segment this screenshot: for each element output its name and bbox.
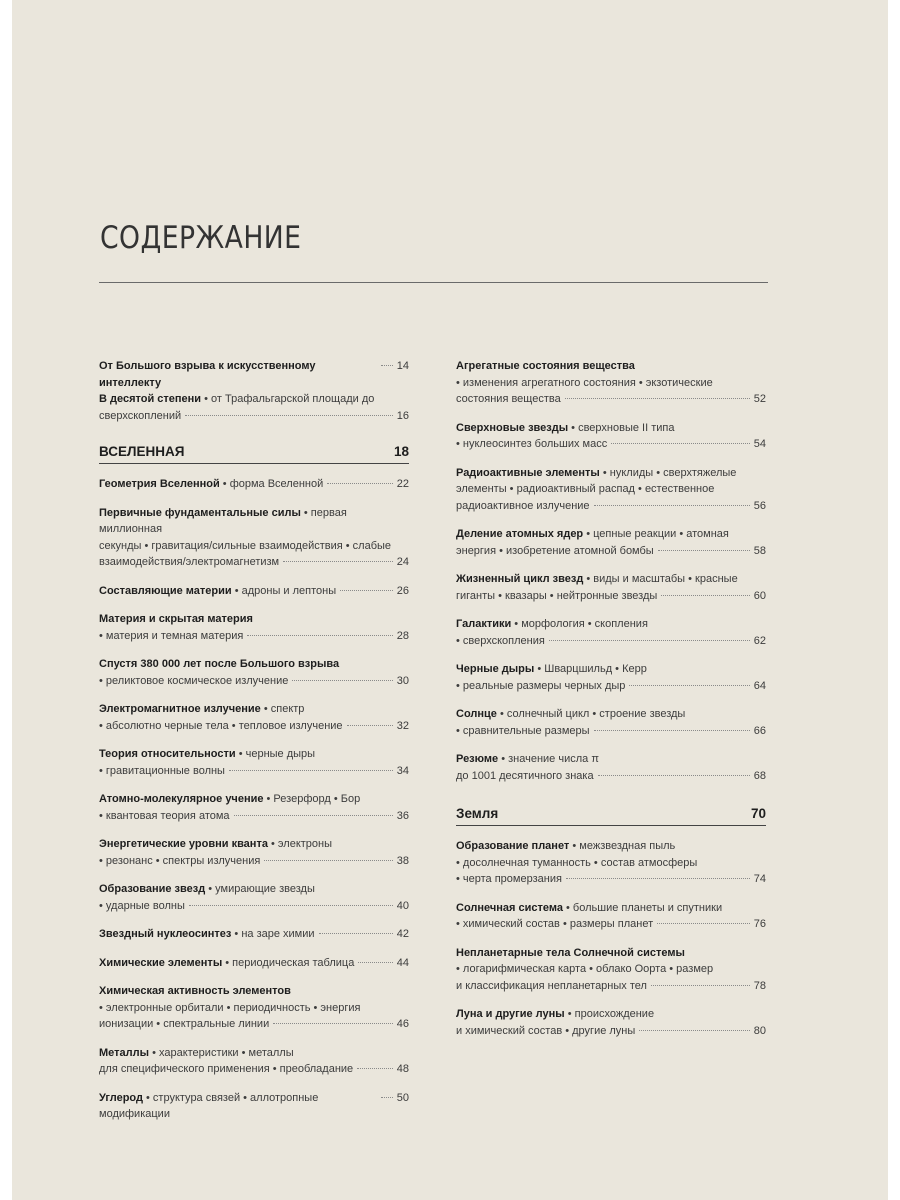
entry-text — [99, 476, 323, 493]
dot-leader — [566, 877, 750, 879]
entry-title: Солнечная система — [456, 901, 563, 914]
entry-line — [456, 855, 766, 872]
entry-line — [456, 1006, 766, 1023]
entry-detail: • солнечный цикл • строение звезды — [496, 708, 686, 720]
entry-last-line — [456, 916, 766, 933]
entry-last-line — [456, 436, 766, 453]
entry-detail: • нуклиды • сверхтяжелые — [599, 466, 737, 479]
page-number: 50 — [396, 1091, 409, 1104]
entry-line — [456, 526, 766, 543]
entry-text — [99, 358, 377, 391]
toc-entry[interactable] — [456, 526, 766, 559]
page-number: 64 — [753, 679, 766, 692]
toc-entry[interactable] — [456, 838, 766, 888]
entry-line — [456, 838, 766, 855]
entry-text — [456, 436, 607, 453]
page-number: 54 — [753, 438, 766, 450]
entry-detail: и классификация непланетарных тел — [456, 979, 647, 992]
entry-last-line — [456, 391, 766, 408]
entry-last-line — [456, 1023, 766, 1040]
section-title: Земля — [456, 806, 499, 821]
entry-line — [456, 571, 766, 588]
page-number: 60 — [753, 589, 766, 602]
dot-leader — [381, 1096, 393, 1098]
section-header-earth[interactable] — [456, 806, 766, 826]
earth-entry-list — [456, 838, 766, 1039]
toc-entry[interactable] — [99, 1045, 409, 1078]
entry-detail: • спектр — [260, 703, 305, 715]
entry-line — [99, 611, 409, 628]
page-number: 22 — [396, 478, 409, 490]
toc-entry[interactable] — [99, 505, 409, 571]
entry-title: Образование звезд — [99, 883, 206, 895]
entry-last-line — [456, 498, 766, 515]
page-number: 44 — [396, 956, 409, 969]
toc-entry[interactable] — [99, 583, 409, 600]
entry-detail: элементы • радиоактивный распад • естественное — [456, 483, 715, 495]
entry-last-line — [99, 673, 409, 690]
entry-last-line — [99, 718, 409, 735]
entry-detail: • от Трафальгарской площади до — [201, 393, 375, 405]
entry-text — [99, 955, 354, 972]
toc-entry[interactable] — [456, 945, 766, 995]
entry-text — [99, 898, 185, 915]
dot-leader — [598, 774, 750, 776]
entry-title: Резюме — [456, 753, 499, 765]
entry-detail: • досолнечная туманность • состав атмосферы — [456, 856, 698, 869]
page-number: 28 — [396, 629, 409, 642]
right-entry-list — [456, 358, 766, 784]
entry-title: Геометрия Вселенной — [99, 478, 220, 490]
entry-text — [456, 916, 653, 933]
entry-last-line — [456, 588, 766, 605]
page-number: 74 — [753, 873, 766, 885]
entry-line — [99, 505, 409, 538]
entry-text — [456, 1023, 635, 1040]
entry-title: Агрегатные состояния вещества — [456, 360, 635, 372]
entry-last-line — [99, 1061, 409, 1078]
dot-leader — [185, 414, 393, 416]
page-number: 80 — [753, 1024, 766, 1037]
entry-line — [99, 701, 409, 718]
entry-detail: • квантовая теория атома — [99, 809, 230, 822]
page-number: 66 — [753, 724, 766, 737]
entry-detail: и химический состав • другие луны — [456, 1024, 636, 1037]
page-number: 56 — [753, 499, 766, 512]
dot-leader — [639, 1029, 749, 1031]
page-number: 62 — [753, 634, 766, 647]
entry-detail: • ударные волны — [99, 899, 185, 912]
entry-detail: радиоактивное излучение — [456, 499, 590, 512]
entry-title: Радиоактивные элементы — [456, 466, 600, 479]
entry-line — [99, 791, 409, 808]
entry-line — [456, 706, 766, 723]
entry-line — [99, 656, 409, 673]
entry-text — [99, 808, 230, 825]
entry-title: Галактики — [456, 618, 512, 630]
entry-last-line — [456, 633, 766, 650]
entry-title: Химическая активность элементов — [99, 985, 291, 997]
entry-detail: • электроны — [267, 838, 333, 850]
entry-last-line — [99, 1016, 409, 1033]
entry-detail: • на заре химии — [231, 928, 315, 940]
entry-last-line — [456, 871, 766, 888]
toc-entry[interactable] — [99, 1090, 409, 1123]
entry-line — [456, 945, 766, 962]
entry-detail: • морфология • скопления — [511, 618, 648, 630]
page-number: 32 — [396, 719, 409, 732]
dot-leader — [565, 397, 750, 399]
entry-line — [456, 900, 766, 917]
toc-entry[interactable] — [99, 836, 409, 869]
page-number: 52 — [753, 393, 766, 405]
entry-line — [99, 746, 409, 763]
toc-entry[interactable] — [456, 358, 766, 408]
entry-detail: • периодическая таблица — [222, 956, 355, 969]
dot-leader — [381, 364, 393, 366]
page-number: 36 — [396, 809, 409, 822]
toc-entry[interactable] — [99, 791, 409, 824]
entry-title: От Большого взрыва к искусственному интеллекту — [99, 360, 316, 389]
entry-detail: • черта промерзания — [456, 873, 562, 885]
toc-entry[interactable] — [99, 955, 409, 972]
dot-leader — [357, 1067, 393, 1069]
toc-entry[interactable] — [99, 476, 409, 493]
entry-detail: гиганты • квазары • нейтронные звезды — [456, 589, 658, 602]
entry-text — [99, 673, 288, 690]
dot-leader — [549, 639, 750, 641]
entry-last-line — [99, 583, 409, 600]
page-number: 46 — [396, 1018, 409, 1030]
dot-leader — [629, 684, 749, 686]
page-number: 26 — [396, 584, 409, 597]
entry-line — [456, 465, 766, 482]
entry-line — [456, 961, 766, 978]
entry-line — [99, 983, 409, 1000]
entry-line — [456, 661, 766, 678]
entry-text — [456, 871, 562, 888]
entry-detail: • реликтовое космическое излучение — [99, 674, 289, 687]
entry-detail: • логарифмическая карта • облако Оорта • размер — [456, 963, 714, 975]
entry-title: Электромагнитное излучение — [99, 703, 261, 715]
entry-line — [99, 1045, 409, 1062]
entry-title: Первичные фундаментальные силы — [99, 506, 301, 519]
dot-leader — [611, 442, 750, 444]
dot-leader — [319, 932, 393, 934]
toc-entry[interactable] — [456, 706, 766, 739]
dot-leader — [358, 961, 392, 963]
entry-text — [456, 768, 594, 785]
entry-title: Деление атомных ядер — [456, 528, 584, 540]
entry-title: Жизненный цикл звезд — [456, 573, 584, 585]
section-header-universe[interactable] — [99, 444, 409, 464]
entry-last-line — [99, 358, 409, 391]
entry-last-line — [99, 476, 409, 493]
entry-detail: • резонанс • спектры излучения — [99, 854, 261, 867]
entry-title: Звездный нуклеосинтез — [99, 928, 232, 940]
dot-leader — [292, 679, 392, 681]
entry-title: Непланетарные тела Солнечной системы — [456, 946, 685, 959]
entry-text — [456, 633, 545, 650]
entry-line — [456, 420, 766, 437]
entry-text — [99, 554, 279, 571]
entry-detail: • изменения агрегатного состояния • экзотические — [456, 376, 713, 389]
page-number: 42 — [396, 928, 409, 940]
dot-leader — [340, 589, 393, 591]
entry-last-line — [99, 808, 409, 825]
entry-detail: • Шварцшильд • Керр — [534, 663, 647, 675]
entry-text — [99, 1090, 377, 1123]
entry-text — [99, 763, 225, 780]
toc-entry[interactable] — [99, 391, 409, 424]
entry-detail: сверхскоплений — [99, 409, 182, 422]
toc-entry[interactable] — [456, 616, 766, 649]
left-entry-list — [99, 476, 409, 1123]
entry-detail: • структура связей • аллотропные модификации — [99, 1091, 319, 1120]
toc-entry[interactable] — [456, 420, 766, 453]
entry-title: Химические элементы — [99, 956, 223, 969]
entry-text — [99, 408, 181, 425]
entry-title: Черные дыры — [456, 663, 535, 675]
entry-title: Солнце — [456, 708, 497, 720]
dot-leader — [264, 859, 392, 861]
entry-detail: • межзвездная пыль — [569, 840, 676, 852]
entry-last-line — [99, 554, 409, 571]
entry-title: Теория относительности — [99, 748, 236, 760]
entry-title: Луна и другие луны — [456, 1008, 565, 1020]
page-number: 40 — [396, 899, 409, 912]
entry-detail: • характеристики • металлы — [149, 1046, 294, 1059]
dot-leader — [594, 729, 750, 731]
entry-last-line — [456, 978, 766, 995]
page-number: 78 — [753, 979, 766, 992]
entry-text — [99, 628, 243, 645]
entry-detail: • форма Вселенной — [219, 478, 324, 490]
entry-line — [99, 836, 409, 853]
entry-detail: • гравитационные волны — [99, 764, 225, 777]
entry-detail: состояния вещества — [456, 393, 561, 405]
page-number: 34 — [396, 764, 409, 777]
entry-detail: энергия • изобретение атомной бомбы — [456, 544, 654, 557]
entry-last-line — [456, 678, 766, 695]
page-number: 48 — [396, 1063, 409, 1075]
entry-detail: • электронные орбитали • периодичность • энергия — [99, 1001, 361, 1014]
section-title: ВСЕЛЕННАЯ — [99, 444, 185, 459]
toc-entry[interactable] — [456, 465, 766, 515]
toc-entry[interactable] — [456, 751, 766, 784]
entry-detail: взаимодействия/электромагнетизм — [99, 556, 280, 568]
entry-line — [99, 538, 409, 555]
entry-text — [456, 391, 561, 408]
entry-last-line — [99, 1090, 409, 1123]
dot-leader — [283, 560, 393, 562]
entry-last-line — [99, 955, 409, 972]
toc-entry[interactable] — [99, 926, 409, 943]
toc-entry[interactable] — [456, 571, 766, 604]
entry-title: Металлы — [99, 1046, 150, 1059]
page-number: 24 — [396, 556, 409, 568]
entry-detail: • реальные размеры черных дыр — [456, 679, 626, 692]
entry-text — [99, 583, 336, 600]
entry-detail: • большие планеты и спутники — [562, 901, 723, 914]
entry-title: В десятой степени — [99, 393, 202, 405]
page-number: 58 — [753, 544, 766, 557]
entry-last-line — [99, 408, 409, 425]
entry-detail: • умирающие звезды — [205, 883, 315, 895]
entry-line — [456, 481, 766, 498]
toc-entry[interactable] — [456, 900, 766, 933]
entry-title: Образование планет — [456, 840, 570, 852]
entry-text — [456, 498, 590, 515]
entry-text — [99, 853, 260, 870]
toc-entry[interactable] — [99, 746, 409, 779]
section-page: 70 — [750, 806, 766, 821]
dot-leader — [229, 769, 393, 771]
page-number: 68 — [753, 769, 766, 782]
entry-text — [456, 978, 647, 995]
toc-entry[interactable] — [99, 358, 409, 391]
page-number: 38 — [396, 854, 409, 867]
entry-detail: • первая миллионная — [99, 506, 347, 535]
entry-text — [456, 588, 657, 605]
page-number: 30 — [396, 674, 409, 687]
entry-detail: • химический состав • размеры планет — [456, 918, 654, 930]
entry-title: Материя и скрытая материя — [99, 613, 253, 625]
dot-leader — [594, 504, 750, 506]
page-number: 76 — [753, 918, 766, 930]
entry-last-line — [99, 926, 409, 943]
entry-detail: секунды • гравитация/сильные взаимодействия • слабые — [99, 539, 392, 552]
entry-detail: • сверхскопления — [456, 634, 545, 647]
toc-entry[interactable] — [99, 656, 409, 689]
toc-column-left — [99, 358, 409, 1135]
entry-line — [99, 881, 409, 898]
entry-text — [99, 718, 343, 735]
entry-detail: до 1001 десятичного знака — [456, 769, 594, 782]
entry-last-line — [456, 723, 766, 740]
entry-last-line — [99, 853, 409, 870]
entry-text — [456, 543, 654, 560]
entry-text — [99, 1061, 353, 1078]
entry-title: Составляющие материи — [99, 584, 232, 597]
intro-list — [99, 358, 409, 424]
entry-detail: • виды и масштабы • красные — [583, 573, 738, 585]
page-number: 14 — [396, 360, 409, 372]
toc-column-right — [456, 358, 766, 1051]
entry-title: Спустя 380 000 лет после Большого взрыва — [99, 658, 340, 670]
entry-text — [456, 678, 625, 695]
entry-detail: • Резерфорд • Бор — [263, 793, 361, 805]
toc-entry[interactable] — [99, 983, 409, 1033]
entry-detail: • значение числа π — [498, 753, 599, 765]
dot-leader — [247, 634, 392, 636]
title-rule — [99, 282, 768, 283]
toc-entry[interactable] — [456, 661, 766, 694]
entry-detail: • материя и темная материя — [99, 629, 244, 642]
toc-entry[interactable] — [99, 611, 409, 644]
entry-line — [99, 1000, 409, 1017]
toc-entry[interactable] — [456, 1006, 766, 1039]
page-title: СОДЕРЖАНИЕ — [100, 220, 302, 256]
entry-title: Атомно-молекулярное учение — [99, 793, 264, 805]
entry-title: Сверхновые звезды — [456, 421, 569, 434]
entry-detail: • абсолютно черные тела • тепловое излучение — [99, 719, 343, 732]
dot-leader — [327, 482, 392, 484]
dot-leader — [651, 984, 750, 986]
page-number: 16 — [396, 409, 409, 422]
entry-line — [456, 358, 766, 375]
entry-line — [456, 616, 766, 633]
entry-title: Углерод — [99, 1091, 143, 1104]
entry-last-line — [456, 543, 766, 560]
entry-detail: • сверхновые II типа — [568, 421, 675, 434]
dot-leader — [661, 594, 749, 596]
dot-leader — [189, 904, 393, 906]
toc-entry[interactable] — [99, 701, 409, 734]
dot-leader — [347, 724, 393, 726]
entry-last-line — [99, 763, 409, 780]
dot-leader — [234, 814, 393, 816]
dot-leader — [658, 549, 750, 551]
entry-last-line — [99, 628, 409, 645]
entry-detail: • цепные реакции • атомная — [583, 528, 729, 540]
section-page: 18 — [393, 444, 409, 459]
entry-text — [456, 723, 590, 740]
entry-last-line — [99, 898, 409, 915]
entry-detail: ионизации • спектральные линии — [99, 1018, 270, 1030]
entry-last-line — [456, 768, 766, 785]
entry-detail: • черные дыры — [235, 748, 316, 760]
entry-detail: • нуклеосинтез больших масс — [456, 438, 608, 450]
entry-detail: • сравнительные размеры — [456, 724, 590, 737]
entry-text — [99, 1016, 269, 1033]
entry-line — [456, 375, 766, 392]
entry-detail: • адроны и лептоны — [231, 584, 337, 597]
entry-detail: для специфического применения • преобладание — [99, 1063, 354, 1075]
entry-line — [456, 751, 766, 768]
entry-detail: • происхождение — [564, 1008, 655, 1020]
entry-line — [99, 391, 409, 408]
dot-leader — [657, 922, 750, 924]
entry-text — [99, 926, 315, 943]
entry-title: Энергетические уровни кванта — [99, 838, 268, 850]
toc-entry[interactable] — [99, 881, 409, 914]
dot-leader — [273, 1022, 393, 1024]
